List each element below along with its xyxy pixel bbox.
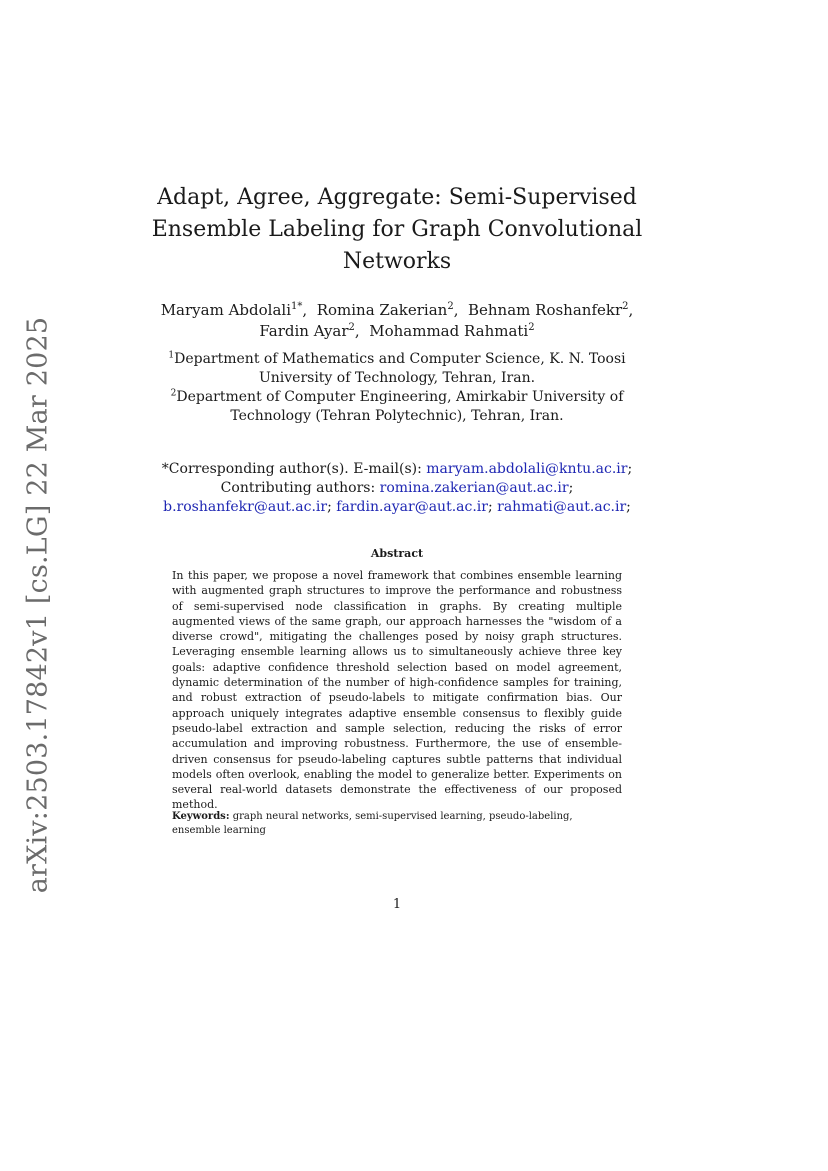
author-name: Fardin Ayar bbox=[259, 322, 349, 340]
email-link[interactable]: maryam.abdolali@kntu.ac.ir bbox=[426, 461, 628, 477]
author-mark: 2 bbox=[622, 301, 629, 312]
abstract-text: In this paper, we propose a novel framework that combines ensemble learning with augmented graph structures to improve the performance and robustness of semi-supervised node classification in graphs. By creating multiple augmented views of the same graph, our approach harnesses the "wisdom of a diverse crowd", mitigating the challenges posed by noisy graph structures. Leveraging ensemble learning allows us to simultaneously achieve three key goals: adaptive confidence threshold selection based on model agreement, dynamic determination of the number of high-confidence samples for training, and robust extraction of pseudo-labels to mitigate confirmation bias. Our approach uniquely integrates adaptive ensemble consensus to flexibly guide pseudo-label extraction and sample selection, reducing the risks of error accumulation and improving robustness. Furthermore, the use of ensemble-driven consensus for pseudo-labeling captures subtle patterns that individual models often overlook, enabling the model to generalize better. Experiments on several real-world datasets demonstrate the effectiveness of our proposed method. bbox=[172, 569, 622, 812]
affiliation-text: Department of Mathematics and Computer Science, K. N. Toosi University of Technology, Tehran, Iran. bbox=[174, 351, 626, 386]
email-link[interactable]: b.roshanfekr@aut.ac.ir bbox=[163, 499, 328, 515]
keywords-text: graph neural networks, semi-supervised learning, pseudo-labeling, ensemble learning bbox=[172, 811, 573, 836]
author-mark: 1* bbox=[291, 301, 303, 312]
affiliation-text: Department of Computer Engineering, Amirkabir University of Technology (Tehran Polytechnic), Tehran, Iran. bbox=[176, 389, 624, 424]
contact-info: *Corresponding author(s). E-mail(s): maryam.abdolali@kntu.ac.ir; Contributing authors: romina.zakerian@aut.ac.ir; b.roshanfekr@aut.ac.ir; fardin.ayar@aut.ac.ir; rahmati@aut.ac.ir; bbox=[161, 461, 633, 515]
corresponding-label: *Corresponding author(s). E-mail(s): bbox=[161, 461, 422, 477]
email-link[interactable]: fardin.ayar@aut.ac.ir bbox=[336, 499, 488, 515]
affiliation-mark: 2 bbox=[170, 388, 177, 399]
abstract-heading: Abstract bbox=[370, 547, 424, 560]
keywords-label: Keywords: bbox=[172, 811, 230, 822]
arxiv-identifier-watermark bbox=[16, 316, 60, 894]
affiliation-1 bbox=[150, 350, 644, 388]
author-name: Behnam Roshanfekr bbox=[468, 301, 623, 319]
contributing-label: Contributing authors: bbox=[220, 480, 376, 496]
arxiv-identifier-text: arXiv:2503.17842v1 [cs.LG] 22 Mar 2025 bbox=[22, 316, 54, 894]
affiliation-mark: 1 bbox=[168, 350, 175, 361]
paper-title: Adapt, Agree, Aggregate: Semi-Supervised Ensemble Labeling for Graph Convolutional Networks bbox=[151, 185, 643, 274]
author-mark: 2 bbox=[528, 322, 535, 333]
author-name: Maryam Abdolali bbox=[160, 301, 291, 319]
email-link[interactable]: rahmati@aut.ac.ir bbox=[497, 499, 627, 515]
author-name: Mohammad Rahmati bbox=[369, 322, 529, 340]
author-list: Maryam Abdolali$^{1*}$, Romina Zakerian$^2$, Behnam Roshanfekr$^2$, Fardin Ayar$^2$, Mohammad Rahmati$^2$ bbox=[160, 301, 634, 340]
author-name: Romina Zakerian bbox=[316, 301, 448, 319]
affiliation-2 bbox=[150, 388, 644, 426]
email-link[interactable]: romina.zakerian@aut.ac.ir bbox=[379, 480, 569, 496]
keywords bbox=[172, 810, 622, 837]
author-mark: 2 bbox=[447, 301, 454, 312]
page-number: 1 bbox=[392, 897, 402, 912]
author-mark: 2 bbox=[348, 322, 355, 333]
